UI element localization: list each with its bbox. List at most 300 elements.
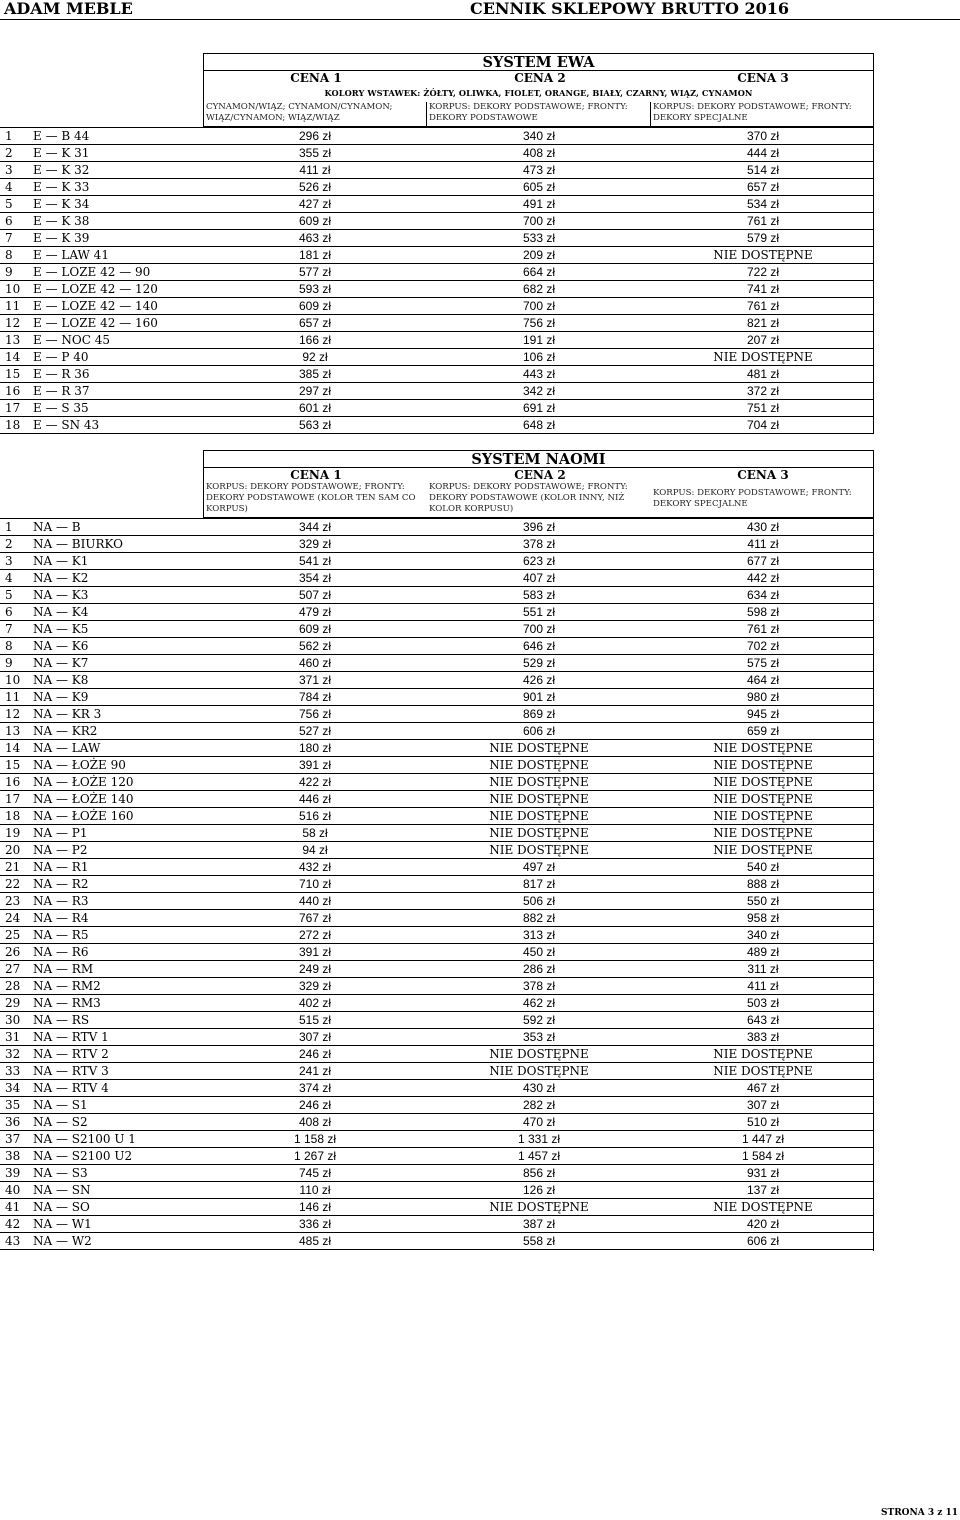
price-cena3: 598 zł (746, 605, 780, 619)
price-cena3: 444 zł (746, 146, 780, 160)
price-cena1: 541 zł (298, 554, 332, 568)
price-cena2: 506 zł (522, 894, 556, 908)
price-cena1: 385 zł (298, 367, 332, 381)
price-cena2: 491 zł (522, 197, 556, 211)
table-row (0, 791, 874, 808)
price-cena1: 710 zł (298, 877, 332, 891)
price-cena3: 657 zł (746, 180, 780, 194)
table-row (0, 349, 874, 366)
table-row (0, 1114, 874, 1131)
ewa-desc3: KORPUS: DEKORY PODSTAWOWE; FRONTY: DEKORY SPECJALNE (653, 102, 852, 123)
price-cena1: 329 zł (298, 979, 332, 993)
price-cena2: 396 zł (522, 520, 556, 534)
product-name: NA — S3 (33, 1166, 88, 1180)
table-row (0, 740, 874, 757)
price-cena2: NIE DOSTĘPNE (489, 826, 589, 840)
price-cena1: 601 zł (298, 401, 332, 415)
price-cena3: 550 zł (746, 894, 780, 908)
price-cena2: 691 zł (522, 401, 556, 415)
price-cena2: 756 zł (522, 316, 556, 330)
price-cena3: 888 zł (746, 877, 780, 891)
price-cena1: 180 zł (298, 741, 332, 755)
table-row (0, 927, 874, 944)
price-cena1: 577 zł (298, 265, 332, 279)
product-name: NA — W1 (33, 1217, 92, 1231)
price-cena3: 311 zł (747, 962, 779, 976)
price-cena1: 241 zł (298, 1064, 332, 1078)
price-cena3: 503 zł (746, 996, 780, 1010)
row-number: 15 (5, 758, 21, 772)
naomi-desc1: KORPUS: DEKORY PODSTAWOWE; FRONTY: DEKORY PODSTAWOWE (KOLOR TEN SAM CO KORPUS) (206, 482, 416, 514)
row-number: 21 (5, 860, 21, 874)
row-number: 14 (5, 741, 21, 755)
price-cena2: NIE DOSTĘPNE (489, 792, 589, 806)
price-cena2: 856 zł (522, 1166, 556, 1180)
price-cena1: 391 zł (298, 945, 332, 959)
row-number: 13 (5, 333, 21, 347)
product-name: NA — RTV 4 (33, 1081, 109, 1095)
product-name: E — K 38 (33, 214, 90, 228)
product-name: NA — K6 (33, 639, 89, 653)
table-row (0, 1063, 874, 1080)
page-header (0, 0, 960, 20)
price-cena3: 1 584 zł (741, 1149, 785, 1163)
table-row (0, 230, 874, 247)
product-name: E — LOZE 42 — 160 (33, 316, 158, 330)
price-cena3: 761 zł (746, 214, 780, 228)
product-name: NA — K3 (33, 588, 89, 602)
price-cena1: 166 zł (298, 333, 332, 347)
row-number: 11 (5, 299, 21, 313)
table-row (0, 128, 874, 145)
price-cena2: 470 zł (522, 1115, 556, 1129)
row-number: 27 (5, 962, 21, 976)
product-name: NA — K4 (33, 605, 89, 619)
product-name: NA — KR2 (33, 724, 98, 738)
table-row (0, 1046, 874, 1063)
price-cena3: 383 zł (746, 1030, 780, 1044)
row-number: 18 (5, 809, 21, 823)
price-cena1: 479 zł (298, 605, 332, 619)
product-name: E — R 36 (33, 367, 90, 381)
product-name: NA — S2100 U 1 (33, 1132, 136, 1146)
page-number: STRONA 3 z 11 (881, 1508, 959, 1518)
row-number: 37 (5, 1132, 21, 1146)
table-row (0, 910, 874, 927)
row-number: 3 (5, 163, 13, 177)
price-cena2: 700 zł (522, 622, 556, 636)
naomi-desc2: KORPUS: DEKORY PODSTAWOWE; FRONTY: DEKORY PODSTAWOWE (KOLOR INNY, NIŻ KOLOR KORPUSU) (429, 482, 628, 514)
naomi-cena3: CENA 3 (737, 468, 789, 482)
price-cena2: 646 zł (522, 639, 556, 653)
price-cena2: 497 zł (522, 860, 556, 874)
price-cena1: 181 zł (298, 248, 332, 262)
row-number: 38 (5, 1149, 21, 1163)
document-title: CENNIK SKLEPOWY BRUTTO 2016 (470, 0, 790, 18)
table-row (0, 1131, 874, 1148)
price-cena3: 575 zł (746, 656, 780, 670)
price-cena1: 402 zł (298, 996, 332, 1010)
price-cena3: 659 zł (746, 724, 780, 738)
product-name: E — R 37 (33, 384, 90, 398)
price-cena2: NIE DOSTĘPNE (489, 775, 589, 789)
row-number: 18 (5, 418, 21, 432)
price-cena1: 336 zł (298, 1217, 332, 1231)
price-cena2: 342 zł (522, 384, 556, 398)
price-cena3: 467 zł (746, 1081, 780, 1095)
product-name: E — K 32 (33, 163, 90, 177)
table-row (0, 876, 874, 893)
price-cena3: 761 zł (746, 622, 780, 636)
price-cena2: 387 zł (522, 1217, 556, 1231)
price-cena3: 370 zł (746, 129, 780, 143)
price-cena2: 340 zł (522, 129, 556, 143)
product-name: NA — RTV 3 (33, 1064, 109, 1078)
price-cena3: NIE DOSTĘPNE (713, 248, 813, 262)
price-cena1: 246 zł (298, 1047, 332, 1061)
table-row (0, 400, 874, 417)
price-cena3: NIE DOSTĘPNE (713, 826, 813, 840)
price-cena1: 307 zł (298, 1030, 332, 1044)
ewa-cena3: CENA 3 (737, 71, 789, 85)
price-cena2: 623 zł (522, 554, 556, 568)
table-row (0, 808, 874, 825)
price-cena3: 340 zł (746, 928, 780, 942)
product-name: E — S 35 (33, 401, 89, 415)
table-row (0, 196, 874, 213)
price-cena3: 207 zł (746, 333, 780, 347)
price-cena3: NIE DOSTĘPNE (713, 741, 813, 755)
price-cena2: 606 zł (522, 724, 556, 738)
table-row (0, 145, 874, 162)
price-cena1: 609 zł (298, 299, 332, 313)
table-row (0, 179, 874, 196)
product-name: NA — RS (33, 1013, 90, 1027)
price-cena1: 355 zł (298, 146, 332, 160)
ewa-table (0, 127, 874, 434)
price-cena2: NIE DOSTĘPNE (489, 1064, 589, 1078)
table-row (0, 1097, 874, 1114)
row-number: 12 (5, 316, 21, 330)
price-cena3: 540 zł (746, 860, 780, 874)
price-cena3: 702 zł (746, 639, 780, 653)
table-row (0, 281, 874, 298)
row-number: 31 (5, 1030, 21, 1044)
price-cena1: 146 zł (298, 1200, 332, 1214)
table-row (0, 655, 874, 672)
price-cena3: 420 zł (746, 1217, 780, 1231)
price-cena3: 430 zł (746, 520, 780, 534)
row-number: 8 (5, 639, 13, 653)
price-cena3: NIE DOSTĘPNE (713, 843, 813, 857)
product-name: NA — K8 (33, 673, 89, 687)
price-cena1: 593 zł (298, 282, 332, 296)
product-name: E — LOZE 42 — 90 (33, 265, 151, 279)
row-number: 3 (5, 554, 13, 568)
price-cena1: 657 zł (298, 316, 332, 330)
price-cena2: 682 zł (522, 282, 556, 296)
product-name: E — P 40 (33, 350, 89, 364)
product-name: NA — ŁOŻE 90 (33, 758, 126, 772)
price-cena3: 761 zł (746, 299, 780, 313)
row-number: 17 (5, 792, 21, 806)
table-row (0, 1216, 874, 1233)
product-name: NA — K2 (33, 571, 89, 585)
row-number: 1 (5, 129, 13, 143)
price-cena3: NIE DOSTĘPNE (713, 1047, 813, 1061)
price-cena3: 722 zł (746, 265, 780, 279)
row-number: 2 (5, 146, 13, 160)
price-cena1: 422 zł (298, 775, 332, 789)
table-row (0, 570, 874, 587)
product-name: NA — RTV 1 (33, 1030, 109, 1044)
row-number: 35 (5, 1098, 21, 1112)
product-name: NA — R3 (33, 894, 89, 908)
row-number: 16 (5, 384, 21, 398)
row-number: 9 (5, 265, 13, 279)
price-cena2: 533 zł (522, 231, 556, 245)
table-row (0, 1182, 874, 1199)
product-name: NA — R2 (33, 877, 89, 891)
product-name: NA — W2 (33, 1234, 92, 1248)
price-cena1: 485 zł (298, 1234, 332, 1248)
price-cena2: 408 zł (522, 146, 556, 160)
product-name: E — LAW 41 (33, 248, 109, 262)
table-row (0, 587, 874, 604)
row-number: 4 (5, 571, 13, 585)
price-cena2: 353 zł (522, 1030, 556, 1044)
row-number: 13 (5, 724, 21, 738)
row-number: 28 (5, 979, 21, 993)
product-name: NA — P2 (33, 843, 88, 857)
price-cena1: 92 zł (302, 350, 328, 364)
price-cena2: 286 zł (522, 962, 556, 976)
naomi-table (0, 518, 874, 1250)
product-name: NA — R1 (33, 860, 89, 874)
product-name: NA — P1 (33, 826, 88, 840)
price-cena1: 784 zł (298, 690, 332, 704)
price-cena2: 901 zł (522, 690, 556, 704)
product-name: NA — R5 (33, 928, 89, 942)
price-cena2: 558 zł (522, 1234, 556, 1248)
product-name: NA — ŁOŻE 120 (33, 775, 134, 789)
product-name: NA — K1 (33, 554, 89, 568)
price-cena2: 592 zł (522, 1013, 556, 1027)
product-name: E — SN 43 (33, 418, 100, 432)
product-name: NA — ŁOŻE 160 (33, 809, 134, 823)
price-cena1: 516 zł (298, 809, 332, 823)
product-name: NA — K7 (33, 656, 89, 670)
price-cena3: 958 zł (746, 911, 780, 925)
price-cena1: 756 zł (298, 707, 332, 721)
price-cena3: NIE DOSTĘPNE (713, 1200, 813, 1214)
table-row (0, 638, 874, 655)
ewa-desc1: CYNAMON/WIĄZ; CYNAMON/CYNAMON; WIĄZ/CYNAMON; WIĄZ/WIĄZ (206, 102, 393, 123)
price-cena1: 1 267 zł (293, 1149, 337, 1163)
table-row (0, 264, 874, 281)
table-row (0, 213, 874, 230)
product-name: NA — S2 (33, 1115, 88, 1129)
row-number: 15 (5, 367, 21, 381)
product-name: NA — K5 (33, 622, 89, 636)
table-row (0, 944, 874, 961)
price-cena2: 882 zł (522, 911, 556, 925)
price-cena1: 515 zł (298, 1013, 332, 1027)
row-number: 24 (5, 911, 21, 925)
price-cena3: 137 zł (746, 1183, 780, 1197)
row-number: 11 (5, 690, 21, 704)
table-row (0, 978, 874, 995)
price-cena1: 446 zł (298, 792, 332, 806)
price-cena1: 371 zł (298, 673, 332, 687)
table-row (0, 961, 874, 978)
row-number: 12 (5, 707, 21, 721)
price-cena3: 643 zł (746, 1013, 780, 1027)
row-number: 14 (5, 350, 21, 364)
price-cena1: 563 zł (298, 418, 332, 432)
row-number: 7 (5, 231, 13, 245)
price-cena3: 945 zł (746, 707, 780, 721)
price-cena2: 106 zł (522, 350, 556, 364)
price-cena1: 391 zł (298, 758, 332, 772)
product-name: E — K 33 (33, 180, 90, 194)
price-cena2: 551 zł (522, 605, 556, 619)
price-cena3: 442 zł (746, 571, 780, 585)
row-number: 4 (5, 180, 13, 194)
price-cena1: 526 zł (298, 180, 332, 194)
price-cena1: 249 zł (298, 962, 332, 976)
price-cena3: 1 447 zł (741, 1132, 785, 1146)
price-cena2: 869 zł (522, 707, 556, 721)
row-number: 26 (5, 945, 21, 959)
naomi-header (203, 450, 874, 518)
price-cena3: 510 zł (746, 1115, 780, 1129)
row-number: 5 (5, 588, 13, 602)
table-row (0, 774, 874, 791)
row-number: 19 (5, 826, 21, 840)
row-number: 40 (5, 1183, 21, 1197)
price-cena3: 579 zł (746, 231, 780, 245)
table-row (0, 1199, 874, 1216)
price-cena1: 296 zł (298, 129, 332, 143)
table-row (0, 1012, 874, 1029)
price-cena1: 374 zł (298, 1081, 332, 1095)
table-row (0, 1233, 874, 1250)
table-row (0, 995, 874, 1012)
price-cena2: 450 zł (522, 945, 556, 959)
product-name: NA — RM2 (33, 979, 101, 993)
price-cena2: 1 331 zł (517, 1132, 561, 1146)
price-cena2: 664 zł (522, 265, 556, 279)
product-name: NA — R6 (33, 945, 89, 959)
row-number: 29 (5, 996, 21, 1010)
row-number: 39 (5, 1166, 21, 1180)
price-cena3: 704 zł (746, 418, 780, 432)
price-cena3: 931 zł (746, 1166, 780, 1180)
product-name: E — K 34 (33, 197, 90, 211)
product-name: NA — LAW (33, 741, 101, 755)
price-cena2: 426 zł (522, 673, 556, 687)
price-cena3: NIE DOSTĘPNE (713, 758, 813, 772)
table-row (0, 604, 874, 621)
price-cena2: 430 zł (522, 1081, 556, 1095)
price-cena3: 307 zł (746, 1098, 780, 1112)
ewa-desc2: KORPUS: DEKORY PODSTAWOWE; FRONTY: DEKORY PODSTAWOWE (429, 102, 628, 123)
price-cena1: 609 zł (298, 622, 332, 636)
table-row (0, 825, 874, 842)
price-cena1: 58 zł (302, 826, 328, 840)
price-cena1: 110 zł (299, 1183, 331, 1197)
table-row (0, 162, 874, 179)
table-row (0, 706, 874, 723)
price-cena3: 751 zł (746, 401, 780, 415)
price-cena3: 411 zł (747, 537, 779, 551)
price-cena1: 94 zł (302, 843, 328, 857)
table-row (0, 247, 874, 264)
table-row (0, 672, 874, 689)
price-cena2: 407 zł (522, 571, 556, 585)
price-cena2: 378 zł (522, 537, 556, 551)
price-cena3: 606 zł (746, 1234, 780, 1248)
product-name: E — LOZE 42 — 140 (33, 299, 158, 313)
product-name: E — LOZE 42 — 120 (33, 282, 158, 296)
price-cena1: 1 158 zł (293, 1132, 337, 1146)
price-cena1: 609 zł (298, 214, 332, 228)
table-row (0, 757, 874, 774)
row-number: 42 (5, 1217, 21, 1231)
row-number: 30 (5, 1013, 21, 1027)
naomi-cena1: CENA 1 (290, 468, 342, 482)
product-name: NA — RTV 2 (33, 1047, 109, 1061)
price-cena2: 313 zł (522, 928, 556, 942)
naomi-title: SYSTEM NAOMI (471, 451, 606, 468)
row-number: 43 (5, 1234, 21, 1248)
price-cena3: 489 zł (746, 945, 780, 959)
price-cena2: 282 zł (522, 1098, 556, 1112)
price-cena1: 463 zł (298, 231, 332, 245)
table-row (0, 383, 874, 400)
row-number: 8 (5, 248, 13, 262)
table-row (0, 1165, 874, 1182)
table-row (0, 315, 874, 332)
row-number: 23 (5, 894, 21, 908)
price-cena3: NIE DOSTĘPNE (713, 350, 813, 364)
product-name: E — K 31 (33, 146, 90, 160)
price-cena2: 473 zł (522, 163, 556, 177)
price-cena3: 481 zł (746, 367, 780, 381)
price-cena1: 427 zł (298, 197, 332, 211)
price-cena1: 432 zł (298, 860, 332, 874)
price-cena2: 529 zł (522, 656, 556, 670)
price-cena2: 700 zł (522, 214, 556, 228)
price-cena3: 677 zł (746, 554, 780, 568)
price-cena2: 443 zł (522, 367, 556, 381)
price-cena2: 817 zł (522, 877, 556, 891)
product-name: NA — K9 (33, 690, 89, 704)
price-cena1: 246 zł (298, 1098, 332, 1112)
price-cena1: 329 zł (298, 537, 332, 551)
table-row (0, 689, 874, 706)
price-cena2: 209 zł (522, 248, 556, 262)
price-cena3: NIE DOSTĘPNE (713, 1064, 813, 1078)
product-name: E — K 39 (33, 231, 90, 245)
price-cena1: 767 zł (298, 911, 332, 925)
price-cena2: 1 457 zł (517, 1149, 561, 1163)
price-cena1: 527 zł (298, 724, 332, 738)
product-name: NA — S2100 U2 (33, 1149, 133, 1163)
row-number: 7 (5, 622, 13, 636)
table-row (0, 1080, 874, 1097)
